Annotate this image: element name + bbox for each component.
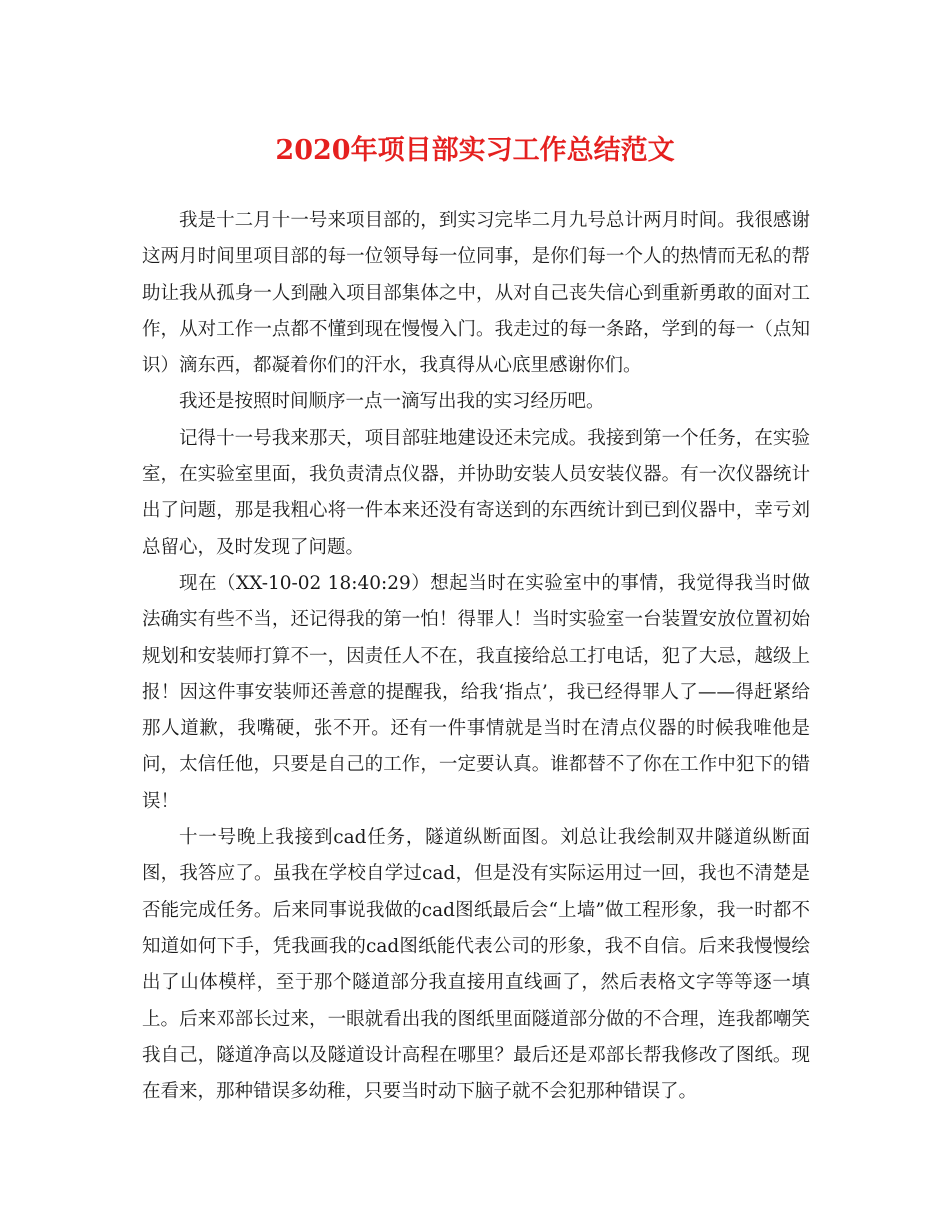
paragraph-2: 我还是按照时间顺序一点一滴写出我的实习经历吧。 bbox=[179, 391, 605, 413]
document-body bbox=[142, 203, 810, 1110]
document-title: 2020年项目部实习工作总结范文 bbox=[275, 135, 675, 166]
paragraph-3: 记得十一号我来那天，项目部驻地建设还未完成。我接到第一个任务，在实验室，在实验室里面，我负责清点仪器，并协助安装人员安装仪器。有一次仪器统计出了问题，那是我粗心将一件本来还没有寄送到的东西统计到已到仪器中，幸亏刘总留心，及时发现了问题。 bbox=[142, 427, 810, 558]
paragraph-4: 现在（XX-10-02 18:40:29）想起当时在实验室中的事情，我觉得我当时做法确实有些不当，还记得我的第一怕！得罪人！当时实验室一台装置安放位置初始规划和安装师打算不一，因责任人不在，我直接给总工打电话，犯了大忌，越级上报！因这件事安装师还善意的提醒我，给我‘指点’，我已经得罪人了——得赶紧给那人道歉，我嘴硬，张不开。还有一件事情就是当时在清点仪器的时候我唯他是问，太信任他，只要是自己的工作，一定要认真。谁都替不了你在工作中犯下的错误！ bbox=[142, 572, 810, 812]
paragraph-5: 十一号晚上我接到cad任务，隧道纵断面图。刘总让我绘制双井隧道纵断面图，我答应了。虽我在学校自学过cad，但是没有实际运用过一回，我也不清楚是否能完成任务。后来同事说我做的cad图纸最后会“上墙”做工程形象，我一时都不知道如何下手，凭我画我的cad图纸能代表公司的形象，我不自信。后来我慢慢绘出了山体模样，至于那个隧道部分我直接用直线画了，然后表格文字等等逐一填上。后来邓部长过来，一眼就看出我的图纸里面隧道部分做的不合理，连我都嘲笑我自己，隧道净高以及隧道设计高程在哪里？最后还是邓部长帮我修改了图纸。现在看来，那种错误多幼稚，只要当时动下脑子就不会犯那种错误了。 bbox=[142, 827, 810, 1103]
paragraph-1: 我是十二月十一号来项目部的，到实习完毕二月九号总计两月时间。我很感谢这两月时间里项目部的每一位领导每一位同事，是你们每一个人的热情而无私的帮助让我从孤身一人到融入项目部集体之中，从对自己丧失信心到重新勇敢的面对工作，从对工作一点都不懂到现在慢慢入门。我走过的每一条路，学到的每一（点知识）滴东西，都凝着你们的汗水，我真得从心底里感谢你们。 bbox=[142, 210, 810, 377]
